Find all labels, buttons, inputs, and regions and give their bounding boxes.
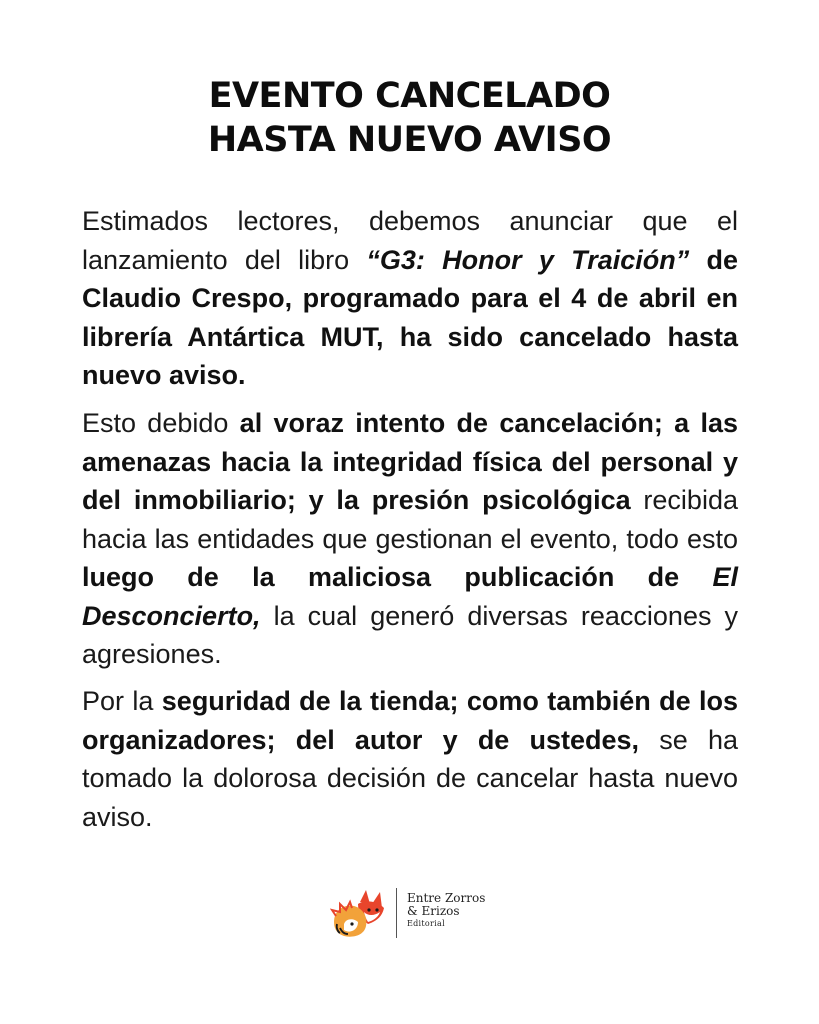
publisher-name	[407, 892, 485, 929]
p2-text-2: recibida hacia las entidades que gestionan el evento, todo esto	[82, 485, 738, 554]
paragraph-reasons	[82, 404, 738, 674]
publisher-name-line-2: & Erizos	[407, 904, 460, 918]
publisher-footer	[330, 884, 530, 944]
p1-text-1: Estimados lectores, debemos anunciar que el lanzamiento del libro	[82, 206, 738, 275]
paragraph-announcement	[82, 202, 738, 395]
p2-bold-text-2: luego de la maliciosa publicación de	[82, 562, 713, 592]
page-title	[0, 74, 819, 162]
p2-text-1: Esto debido	[82, 408, 240, 438]
p3-text-1: Por la	[82, 686, 162, 716]
paragraph-decision	[82, 682, 738, 836]
title-line-1: EVENTO CANCELADO	[208, 76, 611, 116]
publication-name: El Desconcierto,	[82, 562, 738, 631]
publisher-label: Editorial	[407, 919, 445, 928]
p1-bold-text: de Claudio Crespo, programado para el 4 de abril en librería Antártica MUT, ha sido cancelado hasta nuevo aviso.	[82, 244, 738, 390]
book-title: “G3: Honor y Traición”	[366, 244, 690, 275]
p3-text-2: se ha tomado la dolorosa decisión de cancelar hasta nuevo aviso.	[82, 724, 738, 832]
fox-hedgehog-logo-icon	[330, 888, 386, 940]
publisher-name-line-1: Entre Zorros	[407, 891, 486, 905]
footer-divider	[396, 888, 397, 938]
title-line-2: HASTA NUEVO AVISO	[207, 120, 612, 160]
p2-bold-text-1: al voraz intento de cancelación; a las amenazas hacia la integridad física del personal y del inmobiliario; y la presión psicológica	[82, 408, 738, 515]
p2-text-3: la cual generó diversas reacciones y agresiones.	[82, 600, 738, 669]
p3-bold-text: seguridad de la tienda; como también de los organizadores; del autor y de ustedes,	[82, 686, 738, 755]
